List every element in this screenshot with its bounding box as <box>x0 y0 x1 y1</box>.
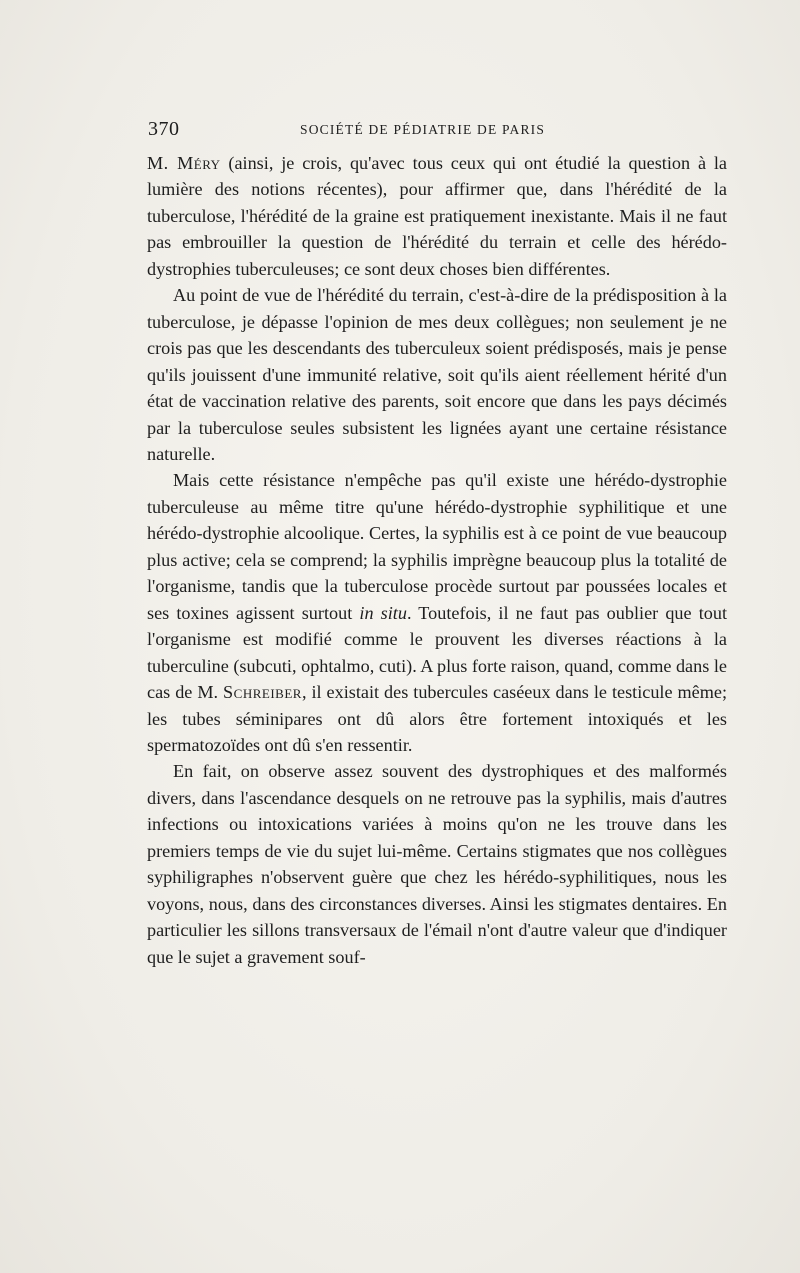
italic-in-situ: in situ <box>359 602 407 623</box>
page-header <box>148 118 728 140</box>
speaker-name: M. Méry <box>147 153 221 173</box>
paragraph-3-part-a: Mais cette résistance n'empêche pas qu'il existe une hérédo-dystrophie tuberculeuse au même titre qu'une hérédo-dystrophie syphilitique et une hérédo-dystrophie alcoolique. Certes, la syphilis est à ce point de vue beaucoup plus active; cela se comprend; la syphilis imprègne beaucoup plus la totalité de l'organisme, tandis que la tuberculose procède surtout par poussées locales et ses toxines agissent surtout <box>147 470 727 623</box>
running-head: SOCIÉTÉ DE PÉDIATRIE DE PARIS <box>300 122 546 137</box>
paragraph-1-text: (ainsi, je crois, qu'avec tous ceux qui ont étudié la question à la lumière des notions récentes), pour affirmer que, dans l'hérédité de la tuberculose, l'hérédité de la graine est pratiquement inexistante. Mais il ne faut pas embrouiller la question de l'hérédité du terrain et celle des hérédo-dystrophies tuberculeuses; ce sont deux choses bien différentes. <box>147 153 727 279</box>
body-text <box>147 150 727 970</box>
paragraph-1 <box>147 150 727 282</box>
paragraph-3-part-b: . Toutefois, il ne faut pas oublier que tout l'organisme est modifié comme le prouvent les diverses réactions à la tuberculine (subcuti, ophtalmo, cuti). A plus forte raison, quand, comme dans le cas de M. <box>147 602 728 703</box>
paragraph-3 <box>147 467 727 758</box>
paragraph-3-part-c: , il existait des tubercules caséeux dans le testicule même; les tubes séminipares ont dû alors être fortement intoxiqués et les spermatozoïdes ont dû s'en ressentir. <box>147 682 728 755</box>
cited-name: Schreiber <box>223 682 302 703</box>
paragraph-2: Au point de vue de l'hérédité du terrain, c'est-à-dire de la prédisposition à la tuberculose, je dépasse l'opinion de mes deux collègues; non seulement je ne crois pas que les descendants des tuberculeux soient prédisposés, mais je pense qu'ils jouissent d'une immunité relative, soit qu'ils aient réellement hérité d'un état de vaccination relative des parents, soit encore que dans les pays décimés par la tuberculose seules subsistent les lignées ayant une certaine résistance naturelle. <box>147 285 727 464</box>
page-number: 370 <box>148 118 180 140</box>
paragraph-4: En fait, on observe assez souvent des dystrophiques et des malformés divers, dans l'ascendance desquels on ne retrouve pas la syphilis, mais d'autres infections ou intoxications variées à moins qu'on ne les trouve dans les premiers temps de vie du sujet lui-même. Certains stigmates que nos collègues syphiligraphes n'observent guère que chez les hérédo-syphilitiques, nous les voyons, nous, dans des circonstances diverses. Ainsi les stigmates dentaires. En particulier les sillons transversaux de l'émail n'ont d'autre valeur que d'indiquer que le sujet a gravement souf- <box>147 761 727 967</box>
